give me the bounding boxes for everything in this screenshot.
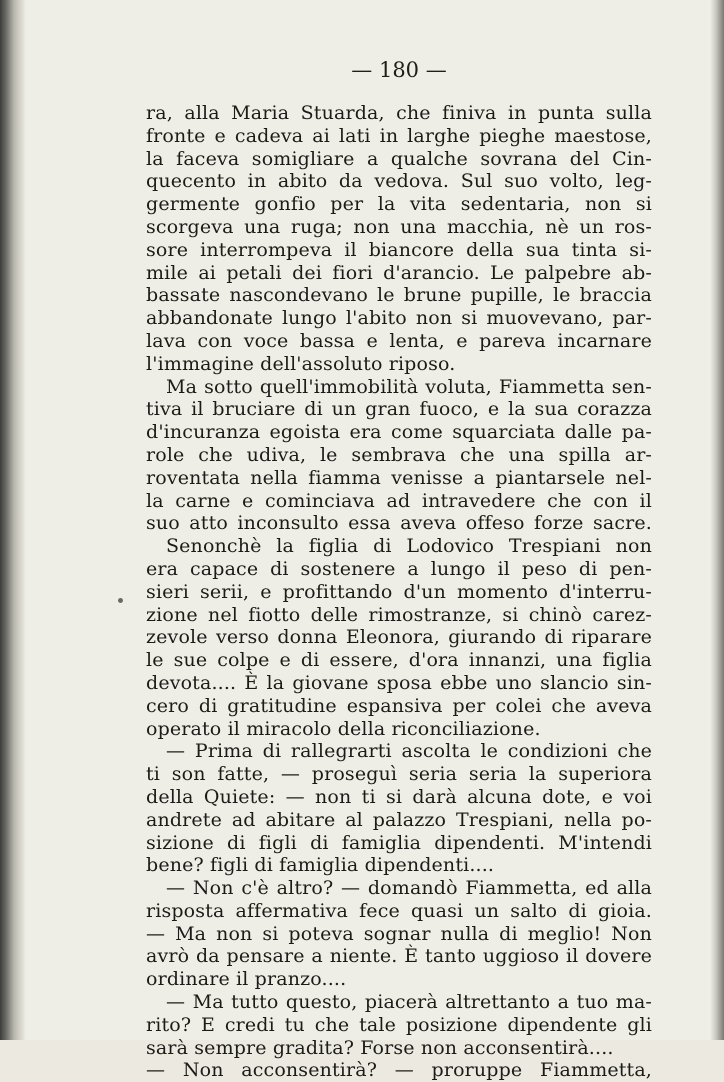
text-line: ordinare il pranzo.... [146,968,347,991]
text-line: Ma sotto quell'immobilità voluta, Fiammetta sen- [166,375,652,398]
book-binding-shadow [0,0,26,1040]
text-line: — Prima di rallegrarti ascolta le condizioni che [166,740,652,763]
text-line: operato il miracolo della riconciliazione. [146,717,541,740]
text-line: suo atto inconsulto essa aveva offeso forze sacre. [146,512,652,535]
text-line: sarà sempre gradita? Forse non acconsentirà.... [146,1036,614,1059]
text-line: germente gonfio per la vita sedentaria, non si [146,193,652,216]
text-line: le sue colpe e di essere, d'ora innanzi, una figlia [146,649,652,672]
text-line: sore interrompeva il biancore della sua tinta si- [146,238,652,261]
text-line: quecento in abito da vedova. Sul suo volto, leg- [146,170,652,193]
text-line: rito? E credi tu che tale posizione dipendente gli [146,1013,652,1036]
text-line: avrò da pensare a niente. È tanto uggioso il dovere [146,945,652,968]
text-line: ti son fatte, — proseguì seria seria la superiora [146,763,652,786]
text-line: la carne e cominciava ad intravedere che con il [146,489,652,512]
text-line: bassate nascondevano le brune pupille, le braccia [146,284,652,307]
text-line: — Non acconsentirà? — proruppe Fiammetta, [146,1059,652,1082]
text-line: la faceva somigliare a qualche sovrana del Cin- [146,147,652,170]
text-line: zione nel fiotto delle rimostranze, si chinò carez- [146,603,652,626]
text-line: scorgeva una ruga; non una macchia, nè un ros- [146,215,652,238]
text-line: andrete ad abitare al palazzo Trespiani, nella po- [146,808,652,831]
text-line: tiva il bruciare di un gran fuoco, e la sua corazza [146,398,652,421]
page-edge-shadow [710,0,724,1040]
text-line: fronte e cadeva ai lati in larghe pieghe maestose, [146,124,652,147]
body-text [146,102,652,1082]
text-line: — Ma non si poteva sognar nulla di meglio! Non [146,922,652,945]
text-line: era capace di sostenere a lungo il peso di pen- [146,557,652,580]
text-line: della Quiete: — non ti si darà alcuna dote, e voi [146,785,652,808]
text-line: bene? figli di famiglia dipendenti.... [146,854,495,877]
text-line: roventata nella fiamma venisse a piantarsele nel- [146,466,652,489]
text-line: Senonchè la figlia di Lodovico Trespiani non [166,535,652,558]
text-line: d'incuranza egoista era come squarciata dalle pa- [146,421,652,444]
text-line: role che udiva, le sembrava che una spilla ar- [146,443,652,466]
margin-speck [118,598,123,603]
text-line: ra, alla Maria Stuarda, che finiva in punta sulla [146,102,652,124]
text-line: zevole verso donna Eleonora, giurando di riparare [146,626,652,649]
text-line: devota.... È la giovane sposa ebbe uno slancio sin- [146,671,652,694]
text-line: cero di gratitudine espansiva per colei che aveva [146,694,652,717]
text-line: lava con voce bassa e lenta, e pareva incarnare [146,329,652,352]
text-line: sizione di figli di famiglia dipendenti. M'intendi [146,831,652,854]
text-line: l'immagine dell'assoluto riposo. [146,352,456,375]
text-line: mile ai petali dei fiori d'arancio. Le palpebre ab- [146,261,652,284]
text-line: risposta affermativa fece quasi un salto di gioia. [146,899,652,922]
text-line: abbandonate lungo l'abito non si muovevano, par- [146,307,652,330]
page-number: — 180 — [351,58,447,82]
text-line: — Non c'è altro? — domandò Fiammetta, ed alla [166,877,652,900]
text-line: sieri serii, e profittando d'un momento d'interru- [146,580,652,603]
text-line: — Ma tutto questo, piacerà altrettanto a tuo ma- [166,991,652,1014]
